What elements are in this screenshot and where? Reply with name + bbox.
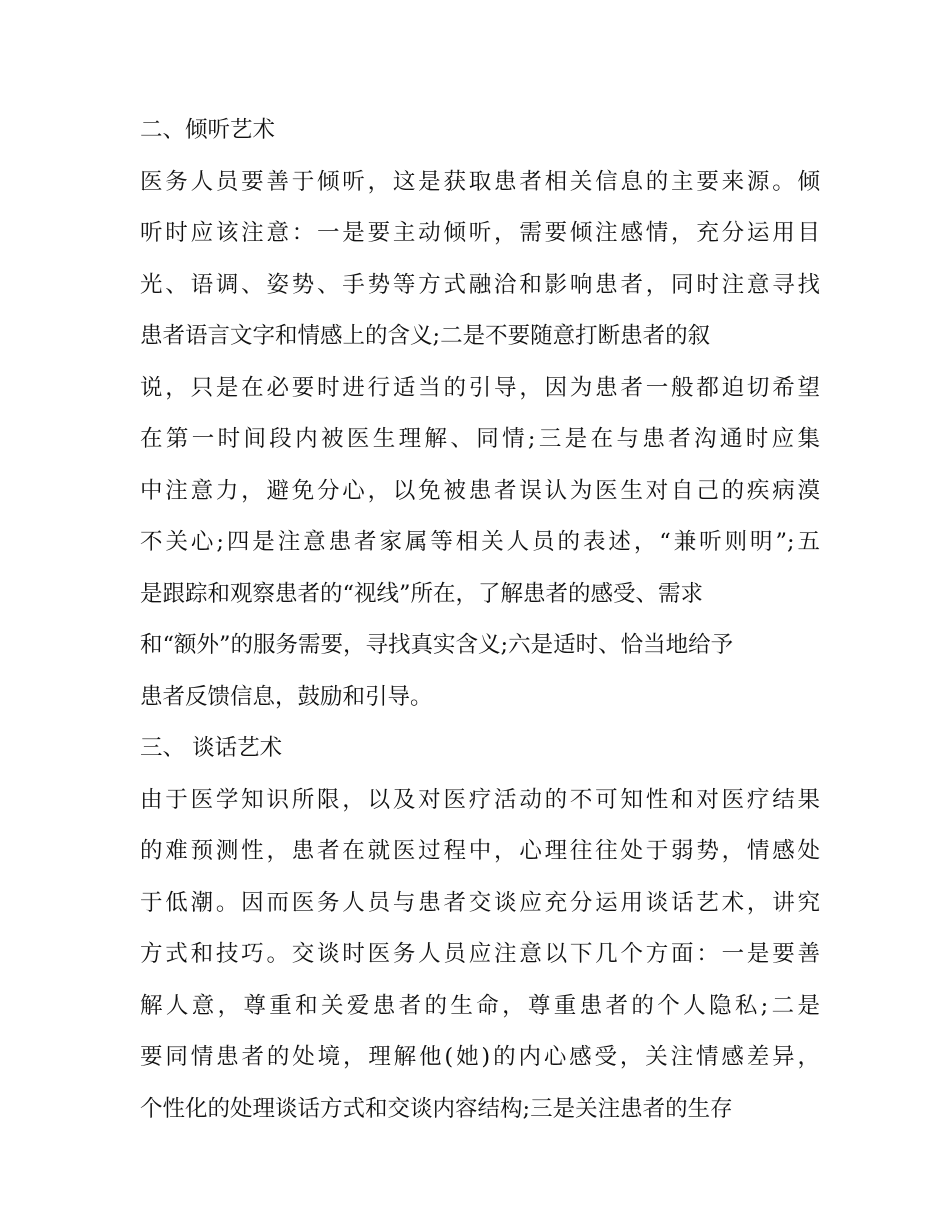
paragraph-line: 的难预测性，患者在就医过程中，心理往往处于弱势，情感处 bbox=[140, 838, 820, 864]
paragraph-line: 由于医学知识所限，以及对医疗活动的不可知性和对医疗结果 bbox=[140, 786, 820, 813]
paragraph-line: 患者反馈信息，鼓励和引导。 bbox=[140, 683, 433, 710]
paragraph-line: 患者语言文字和情感上的含义;二是不要随意打断患者的叙 bbox=[140, 323, 711, 349]
paragraph-line: 和“额外”的服务需要，寻找真实含义;六是适时、恰当地给予 bbox=[140, 632, 734, 658]
paragraph-line: 不关心;四是注意患者家属等相关人员的表述，“兼听则明”;五 bbox=[140, 529, 820, 555]
paragraph-line: 是跟踪和观察患者的“视线”所在，了解患者的感受、需求 bbox=[140, 580, 704, 607]
paragraph-line: 于低潮。因而医务人员与患者交谈应充分运用谈话艺术，讲究 bbox=[140, 889, 820, 916]
paragraph-line: 方式和技巧。交谈时医务人员应注意以下几个方面：一是要善 bbox=[140, 941, 820, 967]
document-body bbox=[140, 110, 820, 1140]
section-heading-conversation: 三、 谈话艺术 bbox=[140, 735, 283, 761]
paragraph-line: 在第一时间段内被医生理解、同情;三是在与患者沟通时应集 bbox=[140, 426, 820, 452]
paragraph-line: 个性化的处理谈话方式和交谈内容结构;三是关注患者的生存 bbox=[140, 1095, 733, 1122]
paragraph-line: 要同情患者的处境，理解他(她)的内心感受，关注情感差异， bbox=[140, 1044, 820, 1070]
paragraph-line: 说，只是在必要时进行适当的引导，因为患者一般都迫切希望 bbox=[140, 374, 820, 401]
paragraph-line: 光、语调、姿势、手势等方式融洽和影响患者，同时注意寻找 bbox=[140, 271, 820, 298]
paragraph-line: 解人意，尊重和关爱患者的生命，尊重患者的个人隐私;二是 bbox=[140, 992, 820, 1019]
paragraph-line: 听时应该注意：一是要主动倾听，需要倾注感情，充分运用目 bbox=[140, 220, 820, 246]
section-heading-listening: 二、倾听艺术 bbox=[140, 117, 276, 143]
paragraph-line: 中注意力，避免分心，以免被患者误认为医生对自己的疾病漠 bbox=[140, 477, 820, 504]
paragraph-line: 医务人员要善于倾听，这是获取患者相关信息的主要来源。倾 bbox=[140, 168, 820, 195]
